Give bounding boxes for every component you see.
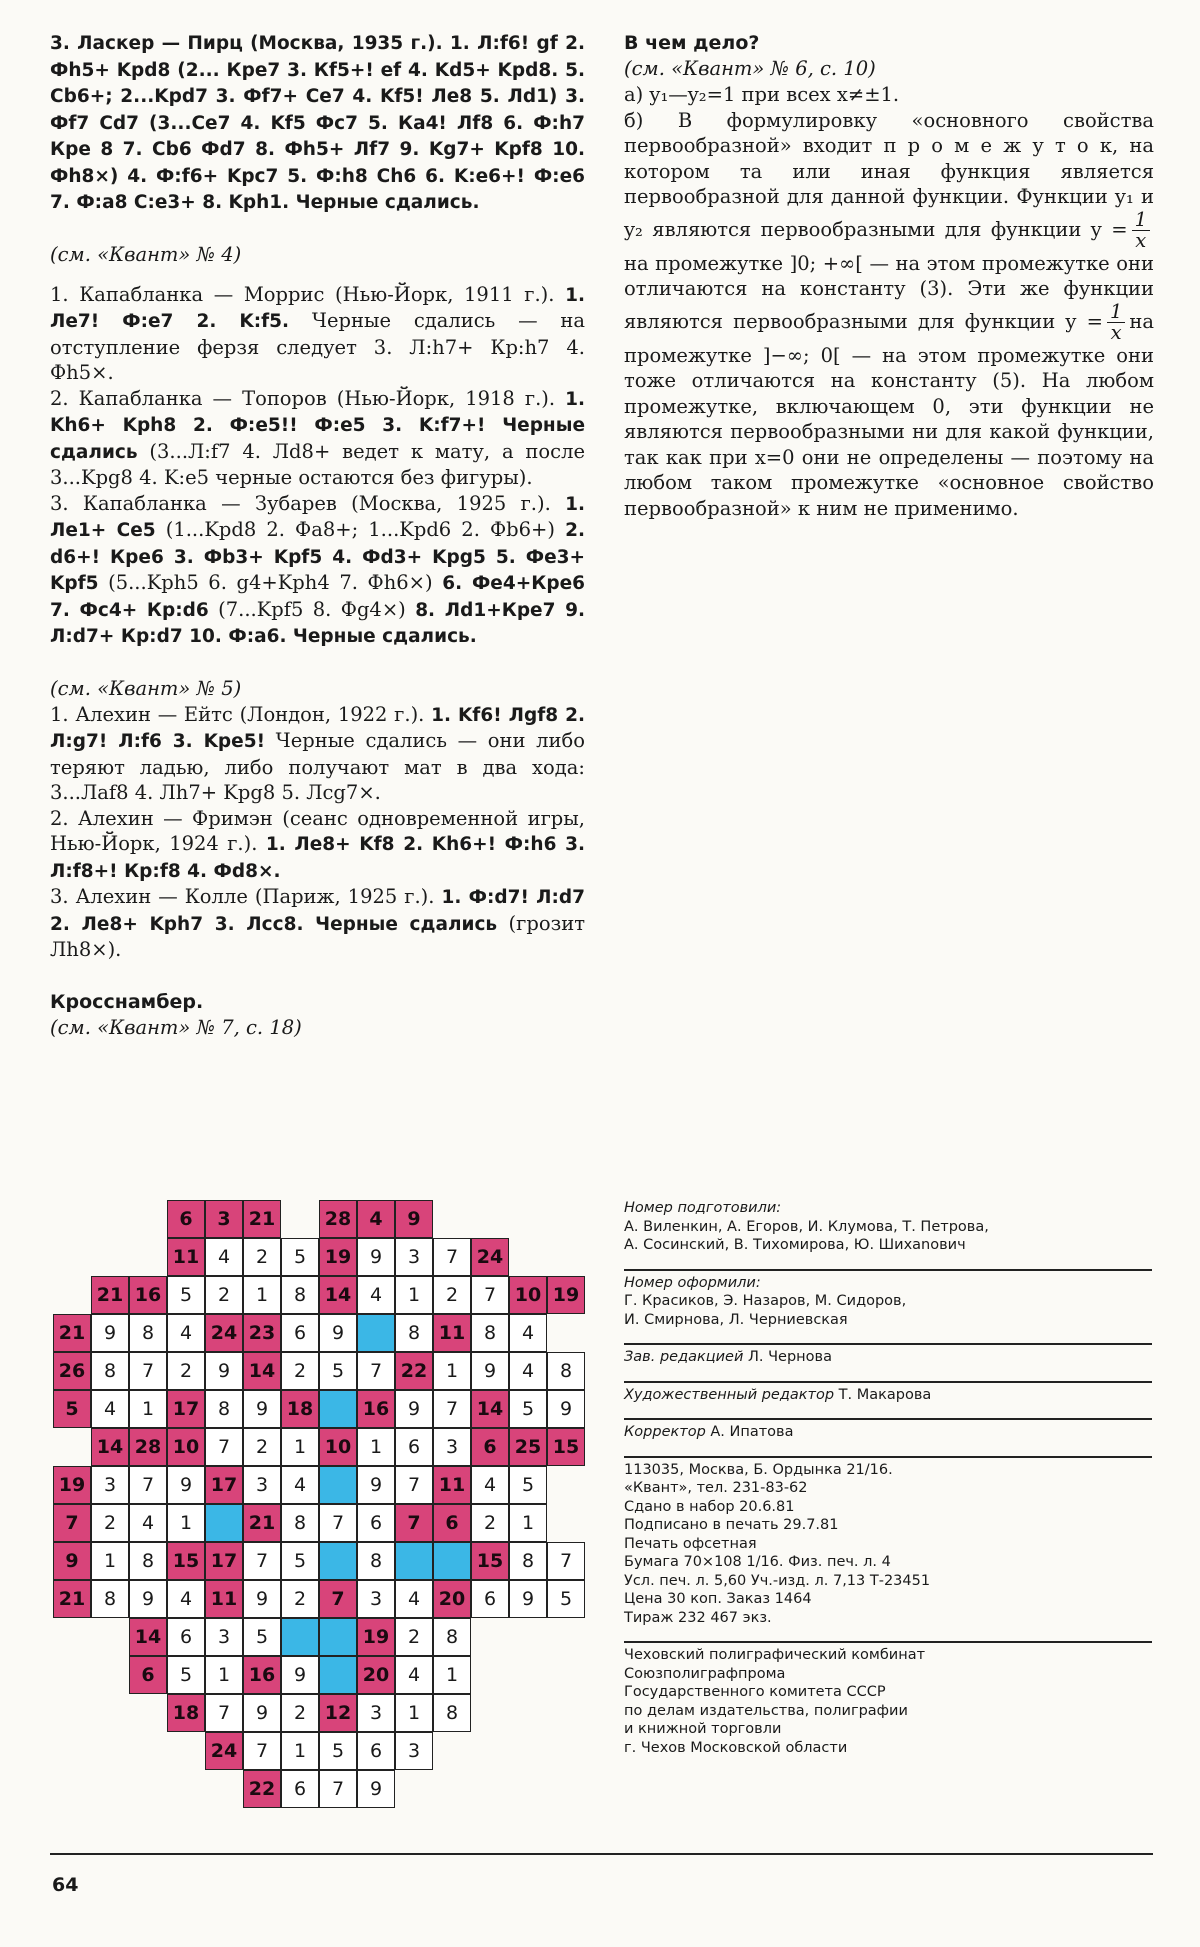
clue-cell: 10 [319, 1428, 357, 1466]
printer-line: по делам издательства, полиграфии [624, 1702, 908, 1719]
digit-cell: 6 [281, 1314, 319, 1352]
digit-cell: 8 [433, 1694, 471, 1732]
clue-cell: 16 [129, 1276, 167, 1314]
digit-cell: 9 [547, 1390, 585, 1428]
clue-cell: 7 [395, 1504, 433, 1542]
blue-cell [319, 1542, 357, 1580]
empty-space [53, 1428, 91, 1466]
credits-editor: Зав. редакцией Л. Чернова [624, 1345, 1152, 1383]
digit-cell: 4 [471, 1466, 509, 1504]
clue-cell: 6 [433, 1504, 471, 1542]
digit-cell: 8 [547, 1352, 585, 1390]
digit-cell: 9 [319, 1314, 357, 1352]
blue-cell [205, 1504, 243, 1542]
empty-space [129, 1694, 167, 1732]
digit-cell: 8 [395, 1314, 433, 1352]
digit-cell: 7 [129, 1352, 167, 1390]
digit-cell: 7 [319, 1504, 357, 1542]
digit-cell: 1 [395, 1694, 433, 1732]
clue-cell: 17 [205, 1466, 243, 1504]
clue-cell: 17 [167, 1390, 205, 1428]
clue-cell: 14 [129, 1618, 167, 1656]
clue-cell: 10 [509, 1276, 547, 1314]
clue-cell: 11 [205, 1580, 243, 1618]
alekhine-freeman: 2. Алехин — Фримэн (сеанс одновременной игры, Нью-Йорк, 1924 г.). 1. Ле8+ Kf8 2. Kh6+! Ф:h6 3. Л:f8+! Кр:f8 4. Фd8×. [50, 806, 586, 882]
empty-space [547, 1656, 585, 1694]
digit-cell: 2 [281, 1352, 319, 1390]
empty-space [129, 1238, 167, 1276]
clue-cell: 24 [471, 1238, 509, 1276]
empty-space [547, 1466, 585, 1504]
digit-cell: 5 [281, 1542, 319, 1580]
digit-cell: 8 [91, 1352, 129, 1390]
ref-kvant-5: (см. «Квант» № 5) [50, 676, 242, 700]
digit-cell: 9 [509, 1580, 547, 1618]
digit-cell: 3 [395, 1238, 433, 1276]
info-line: «Квант», тел. 231-83-62 [624, 1480, 808, 1496]
empty-space [471, 1618, 509, 1656]
empty-space [433, 1200, 471, 1238]
clue-cell: 11 [433, 1466, 471, 1504]
clue-cell: 24 [205, 1314, 243, 1352]
digit-cell: 5 [281, 1238, 319, 1276]
clue-cell: 26 [53, 1352, 91, 1390]
digit-cell: 4 [91, 1390, 129, 1428]
digit-cell: 5 [509, 1390, 547, 1428]
digit-cell: 7 [471, 1276, 509, 1314]
empty-space [53, 1200, 91, 1238]
digit-cell: 5 [509, 1466, 547, 1504]
clue-cell: 11 [167, 1238, 205, 1276]
blue-cell [357, 1314, 395, 1352]
empty-space [395, 1770, 433, 1808]
empty-space [53, 1656, 91, 1694]
digit-cell: 2 [281, 1694, 319, 1732]
empty-space [547, 1770, 585, 1808]
credits [624, 1196, 1152, 1771]
digit-cell: 1 [509, 1504, 547, 1542]
empty-space [433, 1732, 471, 1770]
empty-space [471, 1770, 509, 1808]
blue-cell [281, 1618, 319, 1656]
digit-cell: 4 [167, 1580, 205, 1618]
digit-cell: 2 [243, 1428, 281, 1466]
clue-cell: 17 [205, 1542, 243, 1580]
clue-cell: 21 [53, 1314, 91, 1352]
digit-cell: 9 [395, 1390, 433, 1428]
empty-space [547, 1694, 585, 1732]
digit-cell: 8 [281, 1504, 319, 1542]
printer-line: Чеховский полиграфический комбинат [624, 1647, 926, 1663]
empty-space [547, 1200, 585, 1238]
digit-cell: 1 [281, 1428, 319, 1466]
info-line: Бумага 70×108 1/16. Физ. печ. л. 4 [624, 1554, 891, 1570]
info-line: Сдано в набор 20.6.81 [624, 1498, 795, 1515]
clue-cell: 25 [509, 1428, 547, 1466]
digit-cell: 9 [243, 1390, 281, 1428]
digit-cell: 4 [357, 1276, 395, 1314]
digit-cell: 8 [471, 1314, 509, 1352]
info-line: Тираж 232 467 экз. [624, 1609, 772, 1626]
capablanca-morris: 1. Капабланка — Моррис (Нью-Йорк, 1911 г.). 1. Ле7! Ф:e7 2. K:f5. Черные сдались — на отступление ферзя следует 3. Л:h7+ Кр:h7 4. Фh5×. [50, 282, 585, 384]
digit-cell: 2 [433, 1276, 471, 1314]
digit-cell: 7 [243, 1542, 281, 1580]
clue-cell: 14 [471, 1390, 509, 1428]
alekhine-yates: 1. Алехин — Ейтс (Лондон, 1922 г.). 1. Kf6! Лgf8 2. Л:g7! Л:f6 3. Kpe5! Черные сдались — они либо теряют ладью, либо получают мат в два хода: 3...Лаf8 4. Лh7+ Kpg8 5. Лсg7×. [50, 702, 585, 804]
clue-cell: 28 [319, 1200, 357, 1238]
digit-cell: 2 [91, 1504, 129, 1542]
blue-cell [433, 1542, 471, 1580]
empty-space [281, 1200, 319, 1238]
page-number: 64 [52, 1874, 79, 1896]
digit-cell: 5 [547, 1580, 585, 1618]
digit-cell: 9 [243, 1580, 281, 1618]
digit-cell: 7 [395, 1466, 433, 1504]
fraction-1-over-x: $\frac{1}{x}$ [1132, 210, 1150, 251]
digit-cell: 3 [357, 1580, 395, 1618]
empty-space [91, 1200, 129, 1238]
clue-cell: 22 [395, 1352, 433, 1390]
credits-prepared: Номер подготовили: А. Виленкин, А. Егоров, И. Клумова, Т. Петрова, А. Сосинский, В. Тихомирова, Ю. Шихanович [624, 1196, 1152, 1271]
blue-cell [319, 1618, 357, 1656]
digit-cell: 1 [91, 1542, 129, 1580]
clue-cell: 22 [243, 1770, 281, 1808]
credits-printer [624, 1643, 1152, 1771]
digit-cell: 7 [433, 1238, 471, 1276]
clue-cell: 16 [357, 1390, 395, 1428]
digit-cell: 3 [357, 1694, 395, 1732]
digit-cell: 4 [509, 1314, 547, 1352]
empty-space [547, 1618, 585, 1656]
digit-cell: 7 [547, 1542, 585, 1580]
digit-cell: 6 [357, 1732, 395, 1770]
digit-cell: 3 [205, 1618, 243, 1656]
clue-cell: 10 [167, 1428, 205, 1466]
digit-cell: 6 [395, 1428, 433, 1466]
digit-cell: 7 [205, 1428, 243, 1466]
empty-space [53, 1276, 91, 1314]
digit-cell: 3 [91, 1466, 129, 1504]
capablanca-toporov: 2. Капабланка — Топоров (Нью-Йорк, 1918 г.). 1. Kh6+ Kph8 2. Ф:e5!! Ф:e5 3. K:f7+! Черные сдались (3...Л:f7 4. Лd8+ ведет к мату, а после 3...Kpg8 4. K:e5 черные остаются без фигуры). [50, 386, 586, 489]
digit-cell: 7 [357, 1352, 395, 1390]
digit-cell: 4 [509, 1352, 547, 1390]
digit-cell: 9 [357, 1466, 395, 1504]
blue-cell [319, 1466, 357, 1504]
credits-art-editor: Художественный редактор Т. Макарова [624, 1383, 1152, 1421]
clue-cell: 19 [319, 1238, 357, 1276]
clue-cell: 21 [243, 1504, 281, 1542]
clue-cell: 12 [319, 1694, 357, 1732]
digit-cell: 3 [395, 1732, 433, 1770]
info-line: Подписано в печать 29.7.81 [624, 1517, 839, 1533]
digit-cell: 4 [205, 1238, 243, 1276]
digit-cell: 5 [319, 1732, 357, 1770]
digit-cell: 7 [433, 1390, 471, 1428]
digit-cell: 8 [129, 1542, 167, 1580]
empty-space [53, 1732, 91, 1770]
empty-space [91, 1618, 129, 1656]
empty-space [167, 1770, 205, 1808]
digit-cell: 3 [243, 1466, 281, 1504]
clue-cell: 14 [319, 1276, 357, 1314]
digit-cell: 7 [319, 1770, 357, 1808]
empty-space [547, 1314, 585, 1352]
clue-cell: 19 [547, 1276, 585, 1314]
clue-cell: 28 [129, 1428, 167, 1466]
empty-space [53, 1694, 91, 1732]
digit-cell: 6 [281, 1770, 319, 1808]
empty-space [129, 1770, 167, 1808]
crossnumber-grid [53, 1200, 585, 1808]
digit-cell: 9 [281, 1656, 319, 1694]
clue-cell: 9 [395, 1200, 433, 1238]
answer-b: б) В формулировку «основного свойства первообразной» входит п р о м е ж у т о к, на котором та или иная функция является первообразной для данной функции. Функции y₁ и y₂ являются первообразными для функции y = $\frac{1}{x}$ на промежутке ]0; +∞[ — на этом промежутке они отличаются на константу (3). Эти же функции являются первообразными для функции y = $\frac{1}{x}$ на промежутке ]−∞; 0[ — на этом промежутке они тоже отличаются на константу (5). На любом промежутке, включающем 0, эти функции не являются первообразными ни для какой функции, так как при x=0 они не определены — поэтому на любом таком промежутке «основное свойство первообразной» к ним не применимо. [624, 108, 1154, 520]
clue-cell: 6 [129, 1656, 167, 1694]
digit-cell: 5 [167, 1656, 205, 1694]
ref-kvant-6: (см. «Квант» № 6, с. 10) [624, 57, 876, 80]
digit-cell: 9 [205, 1352, 243, 1390]
digit-cell: 8 [205, 1390, 243, 1428]
blue-cell [395, 1542, 433, 1580]
digit-cell: 6 [471, 1580, 509, 1618]
empty-space [509, 1732, 547, 1770]
clue-cell: 15 [167, 1542, 205, 1580]
right-column [624, 30, 1154, 521]
left-column [50, 30, 585, 1041]
digit-cell: 1 [433, 1352, 471, 1390]
empty-space [129, 1732, 167, 1770]
digit-cell: 9 [91, 1314, 129, 1352]
empty-space [547, 1238, 585, 1276]
digit-cell: 1 [433, 1656, 471, 1694]
digit-cell: 4 [129, 1504, 167, 1542]
clue-cell: 6 [167, 1200, 205, 1238]
digit-cell: 9 [471, 1352, 509, 1390]
empty-space [509, 1656, 547, 1694]
empty-space [471, 1200, 509, 1238]
digit-cell: 1 [357, 1428, 395, 1466]
printer-line: и книжной торговли [624, 1721, 782, 1737]
clue-cell: 21 [53, 1580, 91, 1618]
digit-cell: 8 [281, 1276, 319, 1314]
digit-cell: 8 [91, 1580, 129, 1618]
digit-cell: 6 [357, 1504, 395, 1542]
empty-space [91, 1732, 129, 1770]
digit-cell: 1 [129, 1390, 167, 1428]
digit-cell: 8 [357, 1542, 395, 1580]
clue-cell: 18 [281, 1390, 319, 1428]
info-line: Усл. печ. л. 5,60 Уч.-изд. л. 7,13 Т-23451 [624, 1572, 931, 1589]
blue-cell [319, 1656, 357, 1694]
empty-space [509, 1200, 547, 1238]
digit-cell: 2 [281, 1580, 319, 1618]
clue-cell: 15 [471, 1542, 509, 1580]
empty-space [509, 1618, 547, 1656]
clue-cell: 7 [53, 1504, 91, 1542]
digit-cell: 9 [357, 1770, 395, 1808]
digit-cell: 5 [243, 1618, 281, 1656]
digit-cell: 9 [243, 1694, 281, 1732]
clue-cell: 9 [53, 1542, 91, 1580]
bottom-rule [50, 1853, 1153, 1855]
digit-cell: 7 [129, 1466, 167, 1504]
digit-cell: 1 [395, 1276, 433, 1314]
clue-cell: 18 [167, 1694, 205, 1732]
digit-cell: 3 [433, 1428, 471, 1466]
digit-cell: 9 [167, 1466, 205, 1504]
digit-cell: 8 [433, 1618, 471, 1656]
empty-space [471, 1656, 509, 1694]
empty-space [547, 1504, 585, 1542]
digit-cell: 1 [205, 1656, 243, 1694]
empty-space [91, 1238, 129, 1276]
credits-designed: Номер оформили: Г. Красиков, Э. Назаров, М. Сидоров, И. Смирнова, Л. Черниевская [624, 1271, 1152, 1346]
digit-cell: 1 [243, 1276, 281, 1314]
clue-cell: 19 [53, 1466, 91, 1504]
clue-cell: 3 [205, 1200, 243, 1238]
digit-cell: 2 [395, 1618, 433, 1656]
blue-cell [319, 1390, 357, 1428]
clue-cell: 15 [547, 1428, 585, 1466]
clue-cell: 14 [243, 1352, 281, 1390]
fraction-1-over-x: $\frac{1}{x}$ [1107, 302, 1125, 343]
clue-cell: 4 [357, 1200, 395, 1238]
digit-cell: 2 [205, 1276, 243, 1314]
clue-cell: 24 [205, 1732, 243, 1770]
clue-cell: 5 [53, 1390, 91, 1428]
clue-cell: 20 [357, 1656, 395, 1694]
printer-line: Союзполиграфпрома [624, 1665, 786, 1682]
digit-cell: 4 [395, 1656, 433, 1694]
digit-cell: 7 [205, 1694, 243, 1732]
printer-line: г. Чехов Московской области [624, 1739, 848, 1756]
empty-space [509, 1238, 547, 1276]
clue-cell: 11 [433, 1314, 471, 1352]
crossnumber-title: Кросснамбер. [50, 990, 204, 1013]
credits-print-info [624, 1458, 1152, 1644]
whats-the-matter-heading: В чем дело? [624, 32, 760, 54]
digit-cell: 7 [243, 1732, 281, 1770]
clue-cell: 19 [357, 1618, 395, 1656]
ref-kvant-4: (см. «Квант» № 4) [50, 242, 242, 266]
empty-space [471, 1732, 509, 1770]
printer-line: Государственного комитета СССР [624, 1684, 886, 1700]
digit-cell: 8 [129, 1314, 167, 1352]
digit-cell: 4 [395, 1580, 433, 1618]
chess-solution-lasker-pirc: 3. Ласкер — Пирц (Москва, 1935 г.). 1. Л:f6! gf 2. Фh5+ Kpd8 (2... Кре7 3. Кf5+! ef 4. Kd5+ Kpd8. 5. Cb6+; 2...Kpd7 3. Фf7+ Ce7 4. Kf5! Ле8 5. Лd1) 3. Фf7 Cd7 (3...Ce7 4. Kf5 Фc7 5. Ка4! Лf8 6. Ф:h7 Кре 8 7. Cb6 Фd7 8. Фh5+ Лf7 9. Kg7+ Kpf8 10. Фh8×) 4. Ф:f6+ Kpc7 5. Ф:h8 Ch6 6. K:e6+! Ф:e6 7. Ф:a8 С:e3+ 8. Kph1. Черные сдались. [50, 33, 585, 213]
empty-space [53, 1238, 91, 1276]
digit-cell: 4 [167, 1314, 205, 1352]
empty-space [509, 1694, 547, 1732]
empty-space [433, 1770, 471, 1808]
clue-cell: 21 [91, 1276, 129, 1314]
capablanca-zubarev: 3. Капабланка — Зубарев (Москва, 1925 г.). 1. Ле1+ Се5 (1...Kpd8 2. Фа8+; 1...Kpd6 2. Фb6+) 2. d6+! Кре6 3. Фb3+ Kpf5 4. Фd3+ Kpg5 5. Фe3+ Kpf5 (5...Kph5 6. g4+Kph4 7. Фh6×) 6. Фe4+Кре6 7. Фc4+ Кр:d6 (7...Kpf5 8. Фg4×) 8. Лd1+Кре7 9. Л:d7+ Кр:d7 10. Ф:a6. Черные сдались. [50, 491, 586, 647]
empty-space [53, 1770, 91, 1808]
empty-space [91, 1656, 129, 1694]
digit-cell: 2 [167, 1352, 205, 1390]
digit-cell: 6 [167, 1618, 205, 1656]
digit-cell: 8 [509, 1542, 547, 1580]
empty-space [471, 1694, 509, 1732]
info-line: Цена 30 коп. Заказ 1464 [624, 1591, 812, 1607]
clue-cell: 20 [433, 1580, 471, 1618]
empty-space [53, 1618, 91, 1656]
digit-cell: 5 [319, 1352, 357, 1390]
clue-cell: 6 [471, 1428, 509, 1466]
digit-cell: 9 [129, 1580, 167, 1618]
clue-cell: 23 [243, 1314, 281, 1352]
empty-space [91, 1694, 129, 1732]
empty-space [167, 1732, 205, 1770]
info-line: 113035, Москва, Б. Ордынка 21/16. [624, 1461, 893, 1478]
clue-cell: 14 [91, 1428, 129, 1466]
digit-cell: 2 [471, 1504, 509, 1542]
alekhine-colle: 3. Алехин — Колле (Париж, 1925 г.). 1. Ф:d7! Л:d7 2. Ле8+ Kph7 3. Лсс8. Черные сдались (грозит Лh8×). [50, 885, 585, 961]
empty-space [547, 1732, 585, 1770]
info-line: Печать офсетная [624, 1535, 757, 1552]
digit-cell: 5 [167, 1276, 205, 1314]
clue-cell: 7 [319, 1580, 357, 1618]
digit-cell: 9 [357, 1238, 395, 1276]
digit-cell: 2 [243, 1238, 281, 1276]
empty-space [91, 1770, 129, 1808]
digit-cell: 4 [281, 1466, 319, 1504]
empty-space [129, 1200, 167, 1238]
digit-cell: 1 [167, 1504, 205, 1542]
empty-space [205, 1770, 243, 1808]
digit-cell: 1 [281, 1732, 319, 1770]
credits-corrector: Корректор А. Ипатова [624, 1420, 1152, 1458]
clue-cell: 21 [243, 1200, 281, 1238]
crossnumber-ref: (см. «Квант» № 7, с. 18) [50, 1015, 302, 1039]
empty-space [509, 1770, 547, 1808]
clue-cell: 16 [243, 1656, 281, 1694]
answer-a: а) y₁—y₂=1 при всех x≠±1. [624, 83, 900, 106]
